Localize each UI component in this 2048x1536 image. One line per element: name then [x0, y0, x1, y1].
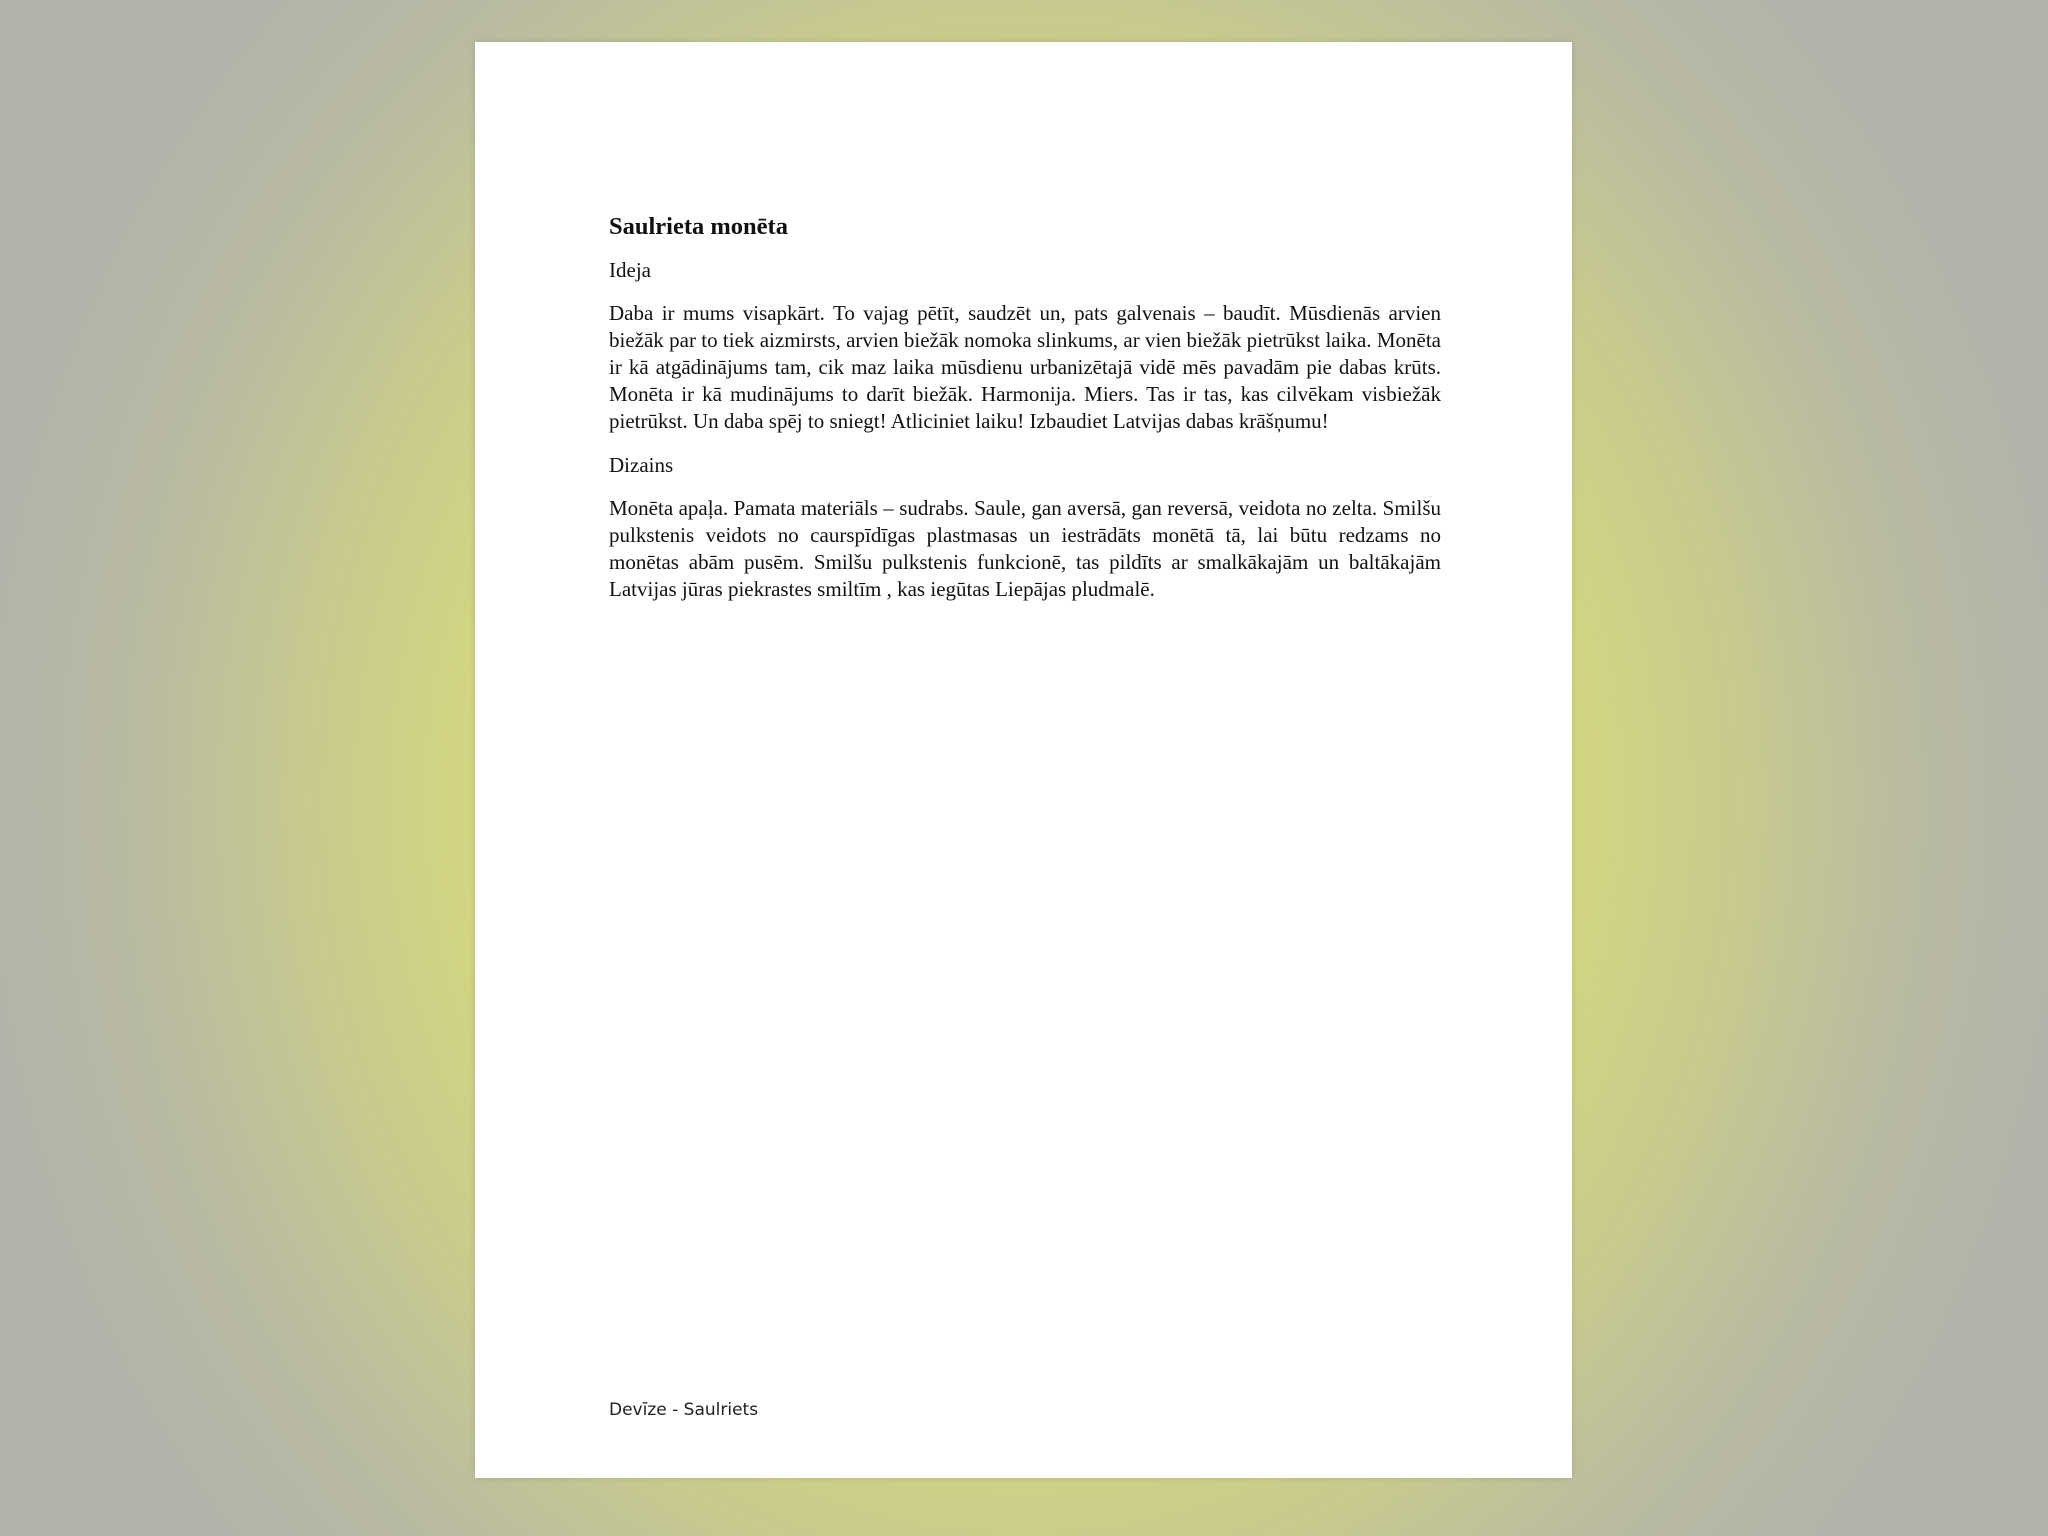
section-paragraph-ideja: Daba ir mums visapkārt. To vajag pētīt, saudzēt un, pats galvenais – baudīt. Mūsdienās arvien biežāk par to tiek aizmirsts, arvien biežāk nomoka slinkums, ar vien biežāk pietrūkst laika. Monēta ir kā atgādinājums tam, cik maz laika mūsdienu urbanizētajā vidē mēs pavadām pie dabas krūts. Monēta ir kā mudinājums to darīt biežāk. Harmonija. Miers. Tas ir tas, kas cilvēkam visbiežāk pietrūkst. Un daba spēj to sniegt! Atliciniet laiku! Izbaudiet Latvijas dabas krāšņumu!: [609, 301, 1441, 433]
section-heading-dizains: Dizains: [609, 453, 674, 477]
document-content: [609, 210, 1441, 619]
document-title: Saulrieta monēta: [609, 213, 788, 240]
document-page: [475, 42, 1572, 1478]
document-footer: Devīze - Saulriets: [609, 1400, 759, 1420]
section-heading-ideja: Ideja: [609, 258, 651, 282]
section-paragraph-dizains: Monēta apaļa. Pamata materiāls – sudrabs. Saule, gan aversā, gan reversā, veidota no zelta. Smilšu pulkstenis veidots no caurspīdīgas plastmasas un iestrādāts monētā tā, lai būtu redzams no monētas abām pusēm. Smilšu pulkstenis funkcionē, tas pildīts ar smalkākajām un baltākajām Latvijas jūras piekrastes smiltīm , kas iegūtas Liepājas pludmalē.: [609, 496, 1441, 601]
